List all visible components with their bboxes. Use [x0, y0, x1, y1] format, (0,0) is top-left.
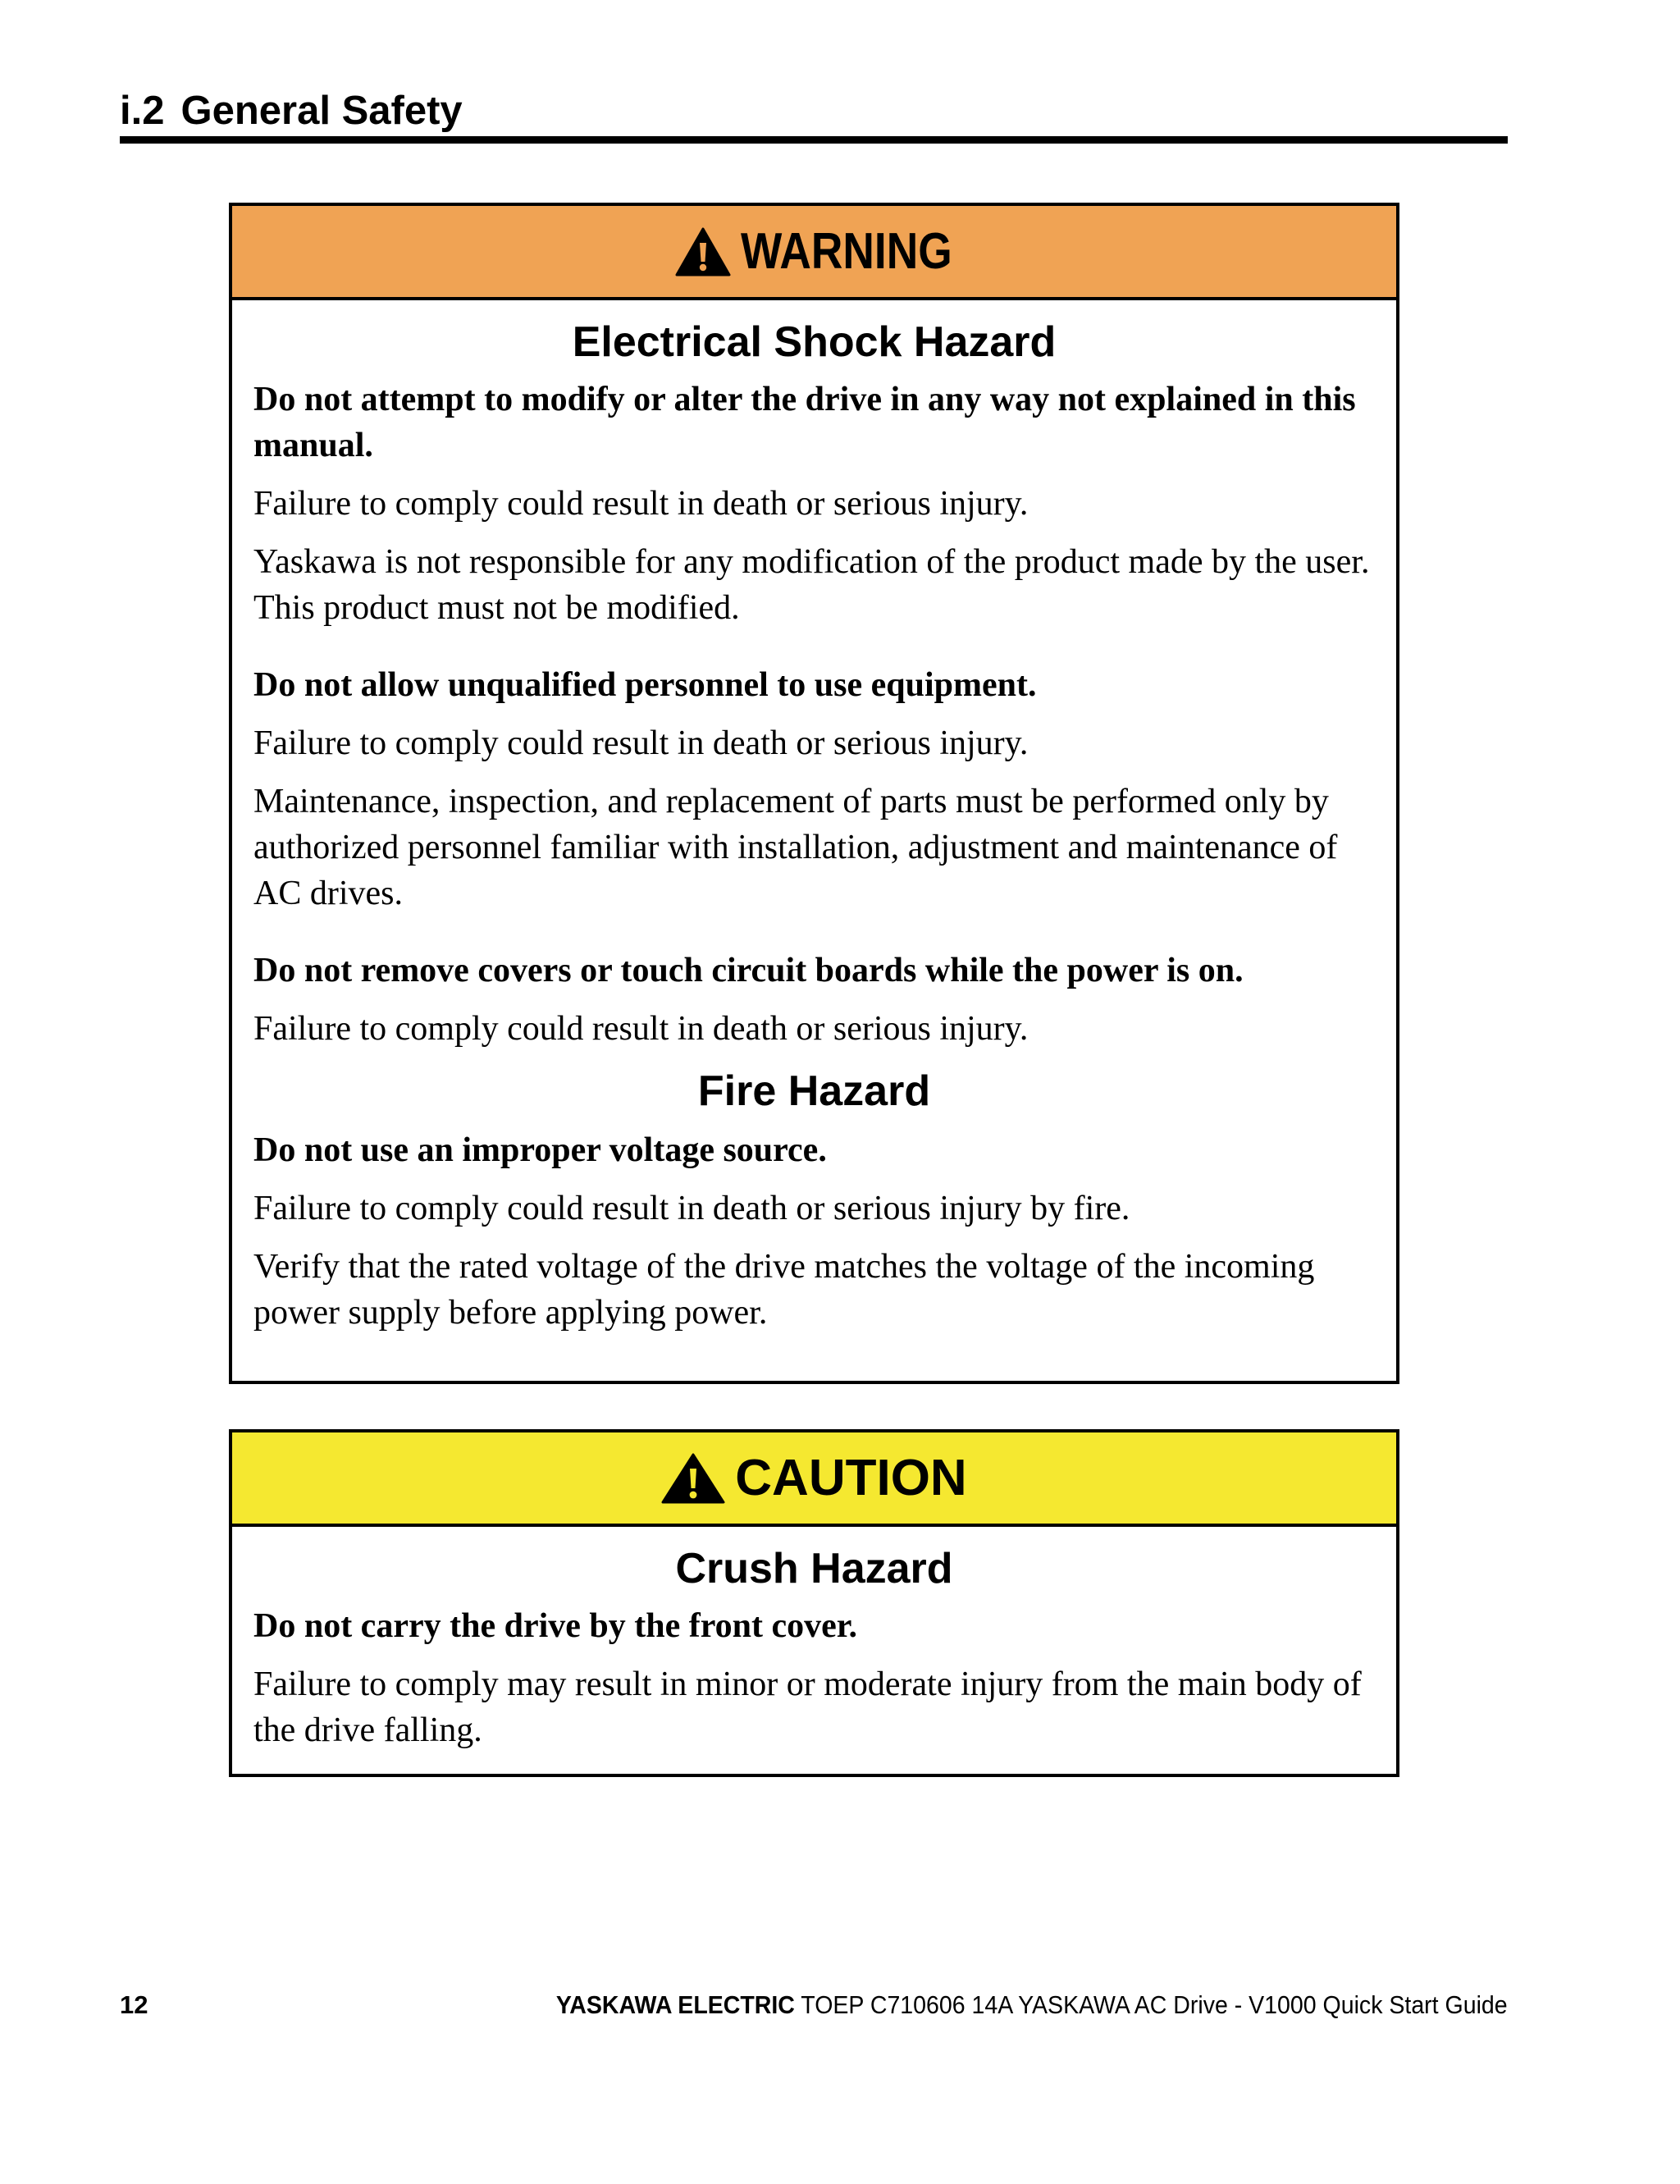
page-number: 12 [120, 1990, 148, 2019]
hazard-title: Electrical Shock Hazard [572, 318, 1057, 366]
footer-brand: YASKAWA ELECTRIC [556, 1990, 796, 2019]
section-number: i.2 [120, 89, 165, 133]
hazard-title: Crush Hazard [675, 1545, 953, 1592]
instruction: Do not allow unqualified personnel to use equipment. [253, 666, 1037, 704]
alert-triangle-icon [661, 1452, 725, 1505]
paragraph: Verify that the rated voltage of the drive matches the voltage of the incoming power supply before applying power. [253, 1248, 1315, 1332]
instruction: Do not attempt to modify or alter the drive in any way not explained in this manual. [253, 381, 1356, 464]
paragraph: Maintenance, inspection, and replacement of parts must be performed only by authorized personnel familiar with installation, adjustment and maintenance of AC drives. [253, 783, 1338, 912]
paragraph: Failure to comply could result in death or serious injury. [253, 724, 1029, 762]
caution-header [232, 1432, 1396, 1527]
caution-body [232, 1542, 1396, 1753]
instruction: Do not remove covers or touch circuit boards while the power is on. [253, 952, 1244, 989]
page-footer [120, 1989, 1508, 2022]
footer-doc-title: TOEP C710606 14A YASKAWA AC Drive - V1000 Quick Start Guide [795, 1990, 1508, 2019]
warning-signal-word: WARNING [740, 222, 952, 280]
paragraph: Yaskawa is not responsible for any modification of the product made by the user. This product must not be modified. [253, 543, 1370, 627]
warning-body [232, 316, 1396, 1336]
instruction: Do not carry the drive by the front cover. [253, 1607, 858, 1645]
hazard-title: Fire Hazard [697, 1067, 931, 1115]
caution-signal-word: CAUTION [735, 1449, 967, 1506]
warning-header [232, 206, 1396, 300]
footer-doc-info [556, 1989, 1508, 2022]
alert-triangle-icon [675, 226, 731, 277]
paragraph: Failure to comply could result in death or serious injury. [253, 1010, 1029, 1048]
paragraph: Failure to comply could result in death or serious injury. [253, 485, 1029, 523]
paragraph: Failure to comply may result in minor or moderate injury from the main body of the drive falling. [253, 1665, 1362, 1749]
section-header [120, 77, 1508, 144]
caution-box [229, 1429, 1399, 1777]
paragraph: Failure to comply could result in death or serious injury by fire. [253, 1190, 1130, 1227]
warning-box [229, 203, 1399, 1384]
instruction: Do not use an improper voltage source. [253, 1131, 827, 1169]
section-title-text: General Safety [180, 89, 463, 133]
section-title [120, 91, 463, 131]
